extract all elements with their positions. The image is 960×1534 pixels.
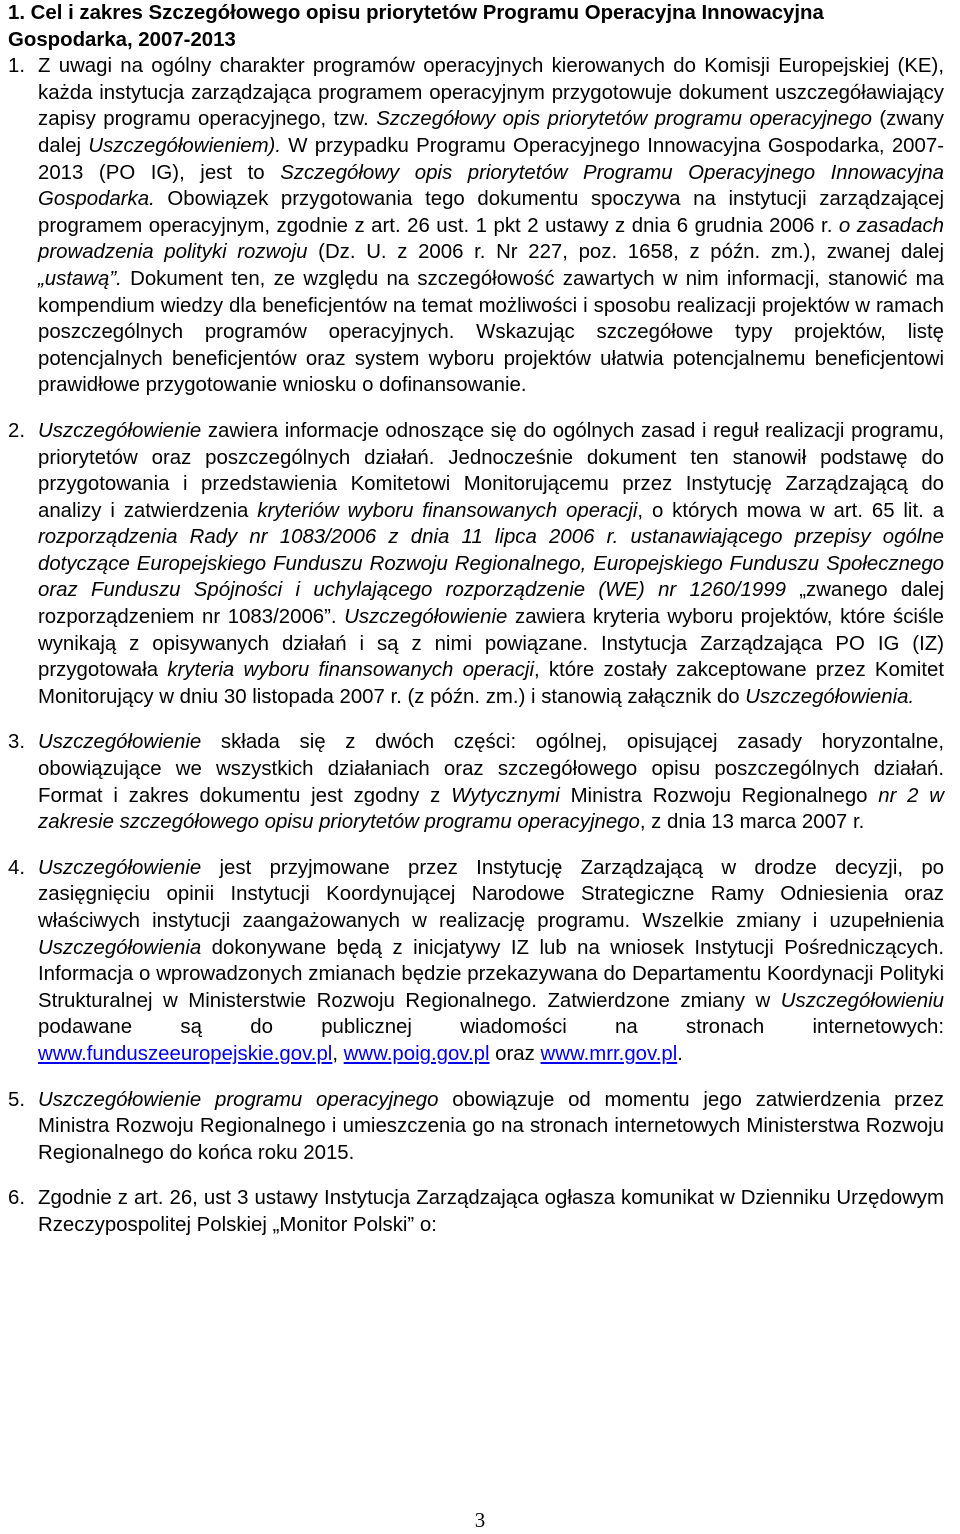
italic-text: o zasadach prowadzenia polityki rozwoju	[38, 214, 945, 264]
text-run: zawiera informacje odnoszące się do ogólnych zasad i reguł realizacji programu, priorytetów oraz poszczególnych działań. Jednocześnie dokument ten stanowił podstawę do przygotowania i przedstawienia Komitetowi Monitorującemu przez Instytucję Zarządzającą do analizy i zatwierdzenia	[38, 419, 944, 522]
numbered-paragraph	[8, 418, 944, 711]
text-run: „zwanego dalej rozporządzeniem nr 1083/2006”.	[38, 579, 945, 629]
paragraph-text	[38, 53, 944, 399]
text-run: Zgodnie z art. 26, ust 3 ustawy Instytucja Zarządzająca ogłasza komunikat w Dzienniku Urzędowym Rzeczypospolitej Polskiej „Monitor Polski” o:	[38, 1187, 944, 1236]
italic-text: Uszczegółowienia.	[745, 685, 915, 708]
italic-text: Uszczegółowienie	[38, 419, 202, 442]
text-run: , o których mowa w art. 65 lit. a	[637, 499, 944, 522]
text-run: W przypadku Programu Operacyjnego Innowacyjna Gospodarka, 2007-2013 (PO IG), jest to	[38, 134, 944, 184]
numbered-paragraph	[8, 53, 944, 399]
paragraph-text	[38, 729, 944, 835]
numbered-paragraph	[8, 1087, 944, 1167]
italic-text: Wytycznymi	[451, 784, 560, 807]
paragraph-number: 6.	[8, 1187, 26, 1210]
website-link[interactable]: www.funduszeeuropejskie.gov.pl	[38, 1042, 333, 1065]
paragraph-number: 3.	[8, 731, 26, 754]
paragraph-gap	[8, 710, 944, 729]
text-run: Ministra Rozwoju Regionalnego	[559, 784, 879, 807]
italic-text: „ustawą”.	[38, 267, 122, 290]
page-number: 3	[474, 1508, 486, 1532]
text-run: Obowiązek przygotowania tego dokumentu spoczywa na instytucji zarządzającej programem operacyjnym, zgodnie z art. 26 ust. 1 pkt 2 ustawy z dnia 6 grudnia 2006 r.	[38, 188, 944, 237]
italic-text: rozporządzenia Rady nr 1083/2006 z dnia 11 lipca 2006 r. ustanawiającego przepisy ogólne dotyczące Europejskiego Funduszu Rozwoju Regionalnego, Europejskiego Funduszu Społecznego oraz Funduszu Spójności i uchylającego rozporządzenie (WE) nr 1260/1999	[38, 526, 944, 602]
text-run: Dokument ten, ze względu na szczegółowość zawartych w nim informacji, stanowić ma kompendium wiedzy dla beneficjentów na temat możliwości i sposobu realizacji projektów w ramach poszczególnych programów operacyjnych. Wskazując szczegółowe typy projektów, listę potencjalnych beneficjentów oraz system wyboru projektów ułatwia potencjalnemu beneficjentowi prawidłowe przygotowanie wniosku o dofinansowanie.	[38, 267, 944, 397]
text-run: obowiązuje od momentu jego zatwierdzenia przez Ministra Rozwoju Regionalnego i umieszczenia go na stronach internetowych Ministerstwa Rozwoju Regionalnego do końca roku 2015.	[38, 1088, 944, 1164]
italic-text: Szczegółowy opis priorytetów Programu Operacyjnego Innowacyjna Gospodarka.	[38, 161, 944, 211]
italic-text: Uszczegółowienia	[38, 936, 202, 959]
text-run: oraz	[489, 1042, 541, 1065]
paragraph-number: 5.	[8, 1088, 26, 1111]
numbered-paragraph	[8, 855, 944, 1068]
italic-text: Uszczegółowienie	[38, 856, 202, 879]
paragraph-number: 2.	[8, 419, 26, 442]
italic-text: Uszczegółowieniem).	[88, 134, 282, 157]
paragraph-text	[38, 1087, 944, 1167]
section-heading: 1. Cel i zakres Szczegółowego opisu priorytetów Programu Operacyjna Innowacyjna Gospodarka, 2007-2013	[8, 2, 824, 51]
paragraph-text	[38, 418, 944, 711]
italic-text: Uszczegółowienie	[344, 606, 508, 629]
text-run: (zwany dalej	[38, 108, 944, 157]
italic-text: Uszczegółowienie	[38, 731, 202, 754]
text-run: dokonywane będą z inicjatywy IZ lub na wniosek Instytucji Pośredniczących. Informacja o wprowadzonych zmianach będzie przekazywana do Departamentu Koordynacji Polityki Strukturalnej w Ministerstwie Rozwoju Regionalnego. Zatwierdzone zmiany w	[38, 936, 944, 1012]
text-run: .	[677, 1042, 683, 1065]
italic-text: Uszczegółowienie programu operacyjnego	[38, 1088, 439, 1111]
text-run: (Dz. U. z 2006 r. Nr 227, poz. 1658, z późn. zm.), zwanej dalej	[307, 241, 944, 264]
paragraph-gap	[8, 1068, 944, 1087]
text-run: podawane są do publicznej wiadomości na stronach internetowych:	[38, 1016, 944, 1039]
italic-text: nr 2 w zakresie szczegółowego opisu priorytetów programu operacyjnego	[38, 784, 944, 834]
paragraph-list	[8, 53, 944, 1238]
italic-text: kryteria wyboru finansowanych operacji	[167, 659, 534, 682]
website-link[interactable]: www.poig.gov.pl	[343, 1042, 490, 1065]
text-run: składa się z dwóch części: ogólnej, opisującej zasady horyzontalne, obowiązujące we wszystkich działaniach oraz szczegółowego opisu poszczególnych działań. Format i zakres dokumentu jest zgodny z	[38, 731, 944, 807]
italic-text: Uszczegółowieniu	[780, 989, 944, 1012]
text-run: , które zostały zakceptowane przez Komitet Monitorujący w dniu 30 listopada 2007 r. (z późn. zm.) i stanowią załącznik do	[38, 659, 945, 708]
text-run: , z dnia 13 marca 2007 r.	[639, 811, 865, 834]
text-run: jest przyjmowane przez Instytucję Zarządzającą w drodze decyzji, po zasięgnięciu opinii Instytucji Koordynującej Narodowe Strategiczne Ramy Odniesienia oraz właściwych instytucji zaangażowanych w realizację programu. Wszelkie zmiany i uzupełnienia	[38, 856, 944, 932]
numbered-paragraph	[8, 729, 944, 835]
paragraph-text	[38, 855, 944, 1068]
paragraph-gap	[8, 399, 944, 418]
numbered-paragraph	[8, 1185, 944, 1238]
paragraph-gap	[8, 836, 944, 855]
text-run: Z uwagi na ogólny charakter programów operacyjnych kierowanych do Komisji Europejskiej (KE), każda instytucja zarządzająca programem operacyjnym przygotowuje dokument uszczegóławiający zapisy programu operacyjnego, tzw.	[38, 55, 944, 131]
website-link[interactable]: www.mrr.gov.pl	[540, 1042, 678, 1065]
paragraph-number: 4.	[8, 856, 26, 879]
text-run: zawiera kryteria wyboru projektów, które ściśle wynikają z opisywanych działań i są z nimi powiązane. Instytucja Zarządzająca PO IG (IZ) przygotowała	[38, 606, 944, 682]
italic-text: Szczegółowy opis priorytetów programu operacyjnego	[376, 108, 872, 131]
paragraph-number: 1.	[8, 55, 26, 78]
text-run: ,	[332, 1042, 344, 1065]
paragraph-gap	[8, 1166, 944, 1185]
italic-text: kryteriów wyboru finansowanych operacji	[257, 499, 638, 522]
paragraph-text	[38, 1185, 944, 1238]
